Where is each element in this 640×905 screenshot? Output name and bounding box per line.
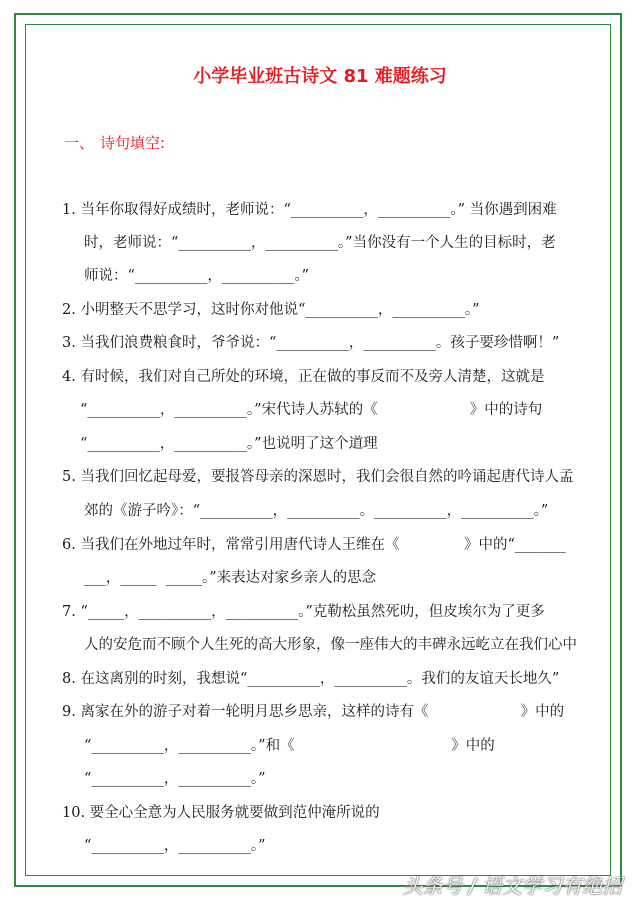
- question-line: 师说：“__________，__________。”: [84, 268, 310, 284]
- section-label: 诗句填空:: [100, 134, 166, 152]
- question-line: 9. 离家在外的游子对着一轮明月思乡思亲，这样的诗有《 》中的: [62, 704, 565, 720]
- question-line: 3. 当我们浪费粮食时，爷爷说：“__________，__________。孩子要珍惜啊！”: [62, 335, 560, 351]
- question-line: 10. 要全心全意为人民服务就要做到范仲淹所说的: [62, 805, 380, 821]
- question-line: 4. 有时候，我们对自己所处的环境，正在做的事反而不及旁人清楚，这就是: [62, 369, 545, 385]
- question-line: “__________，__________。”也说明了这个道理: [80, 436, 378, 452]
- question-line: 郊的《游子吟》：“__________，__________。__________，__________。”: [84, 503, 549, 519]
- question-line: “__________，__________。”: [84, 838, 266, 854]
- question-line: 5. 当我们回忆起母爱，要报答母亲的深恩时，我们会很自然的吟诵起唐代诗人孟: [62, 469, 574, 485]
- question-line: “__________，__________。”宋代诗人苏轼的《 》中的诗句: [80, 402, 543, 418]
- question-line: 7. “_____，__________，__________。”克勒松虽然死叻，但皮埃尔为了更多: [62, 604, 545, 620]
- section-number: 一、: [64, 134, 95, 152]
- question-line: “__________，__________。”和《 》中的: [84, 738, 495, 754]
- question-line: “__________，__________。”: [84, 771, 266, 787]
- question-line: 6. 当我们在外地过年时，常常引用唐代诗人王维在《 》中的“_______: [62, 537, 566, 553]
- question-line: 时，老师说：“__________，__________。”当你没有一个人生的目标时，老: [84, 235, 556, 251]
- page-title: 小学毕业班古诗文 81 难题练习: [193, 66, 447, 87]
- question-line: 8. 在这离别的时刻，我想说“__________，__________。我们的友谊天长地久”: [62, 671, 560, 687]
- question-line: 1. 当年你取得好成绩时，老师说：“__________，__________。” 当你遇到困难: [62, 202, 557, 218]
- watermark: 头条号 / 语文学习有绝招: [402, 874, 622, 898]
- section-heading: [64, 132, 165, 153]
- question-line: ___，_____ _____。”来表达对家乡亲人的思念: [84, 570, 377, 586]
- question-line: 人的安危而不顾个人生死的高大形象，像一座伟大的丰碑永远屹立在我们心中: [84, 637, 577, 653]
- question-line: 2. 小明整天不思学习，这时你对他说“__________，__________。”: [62, 302, 480, 318]
